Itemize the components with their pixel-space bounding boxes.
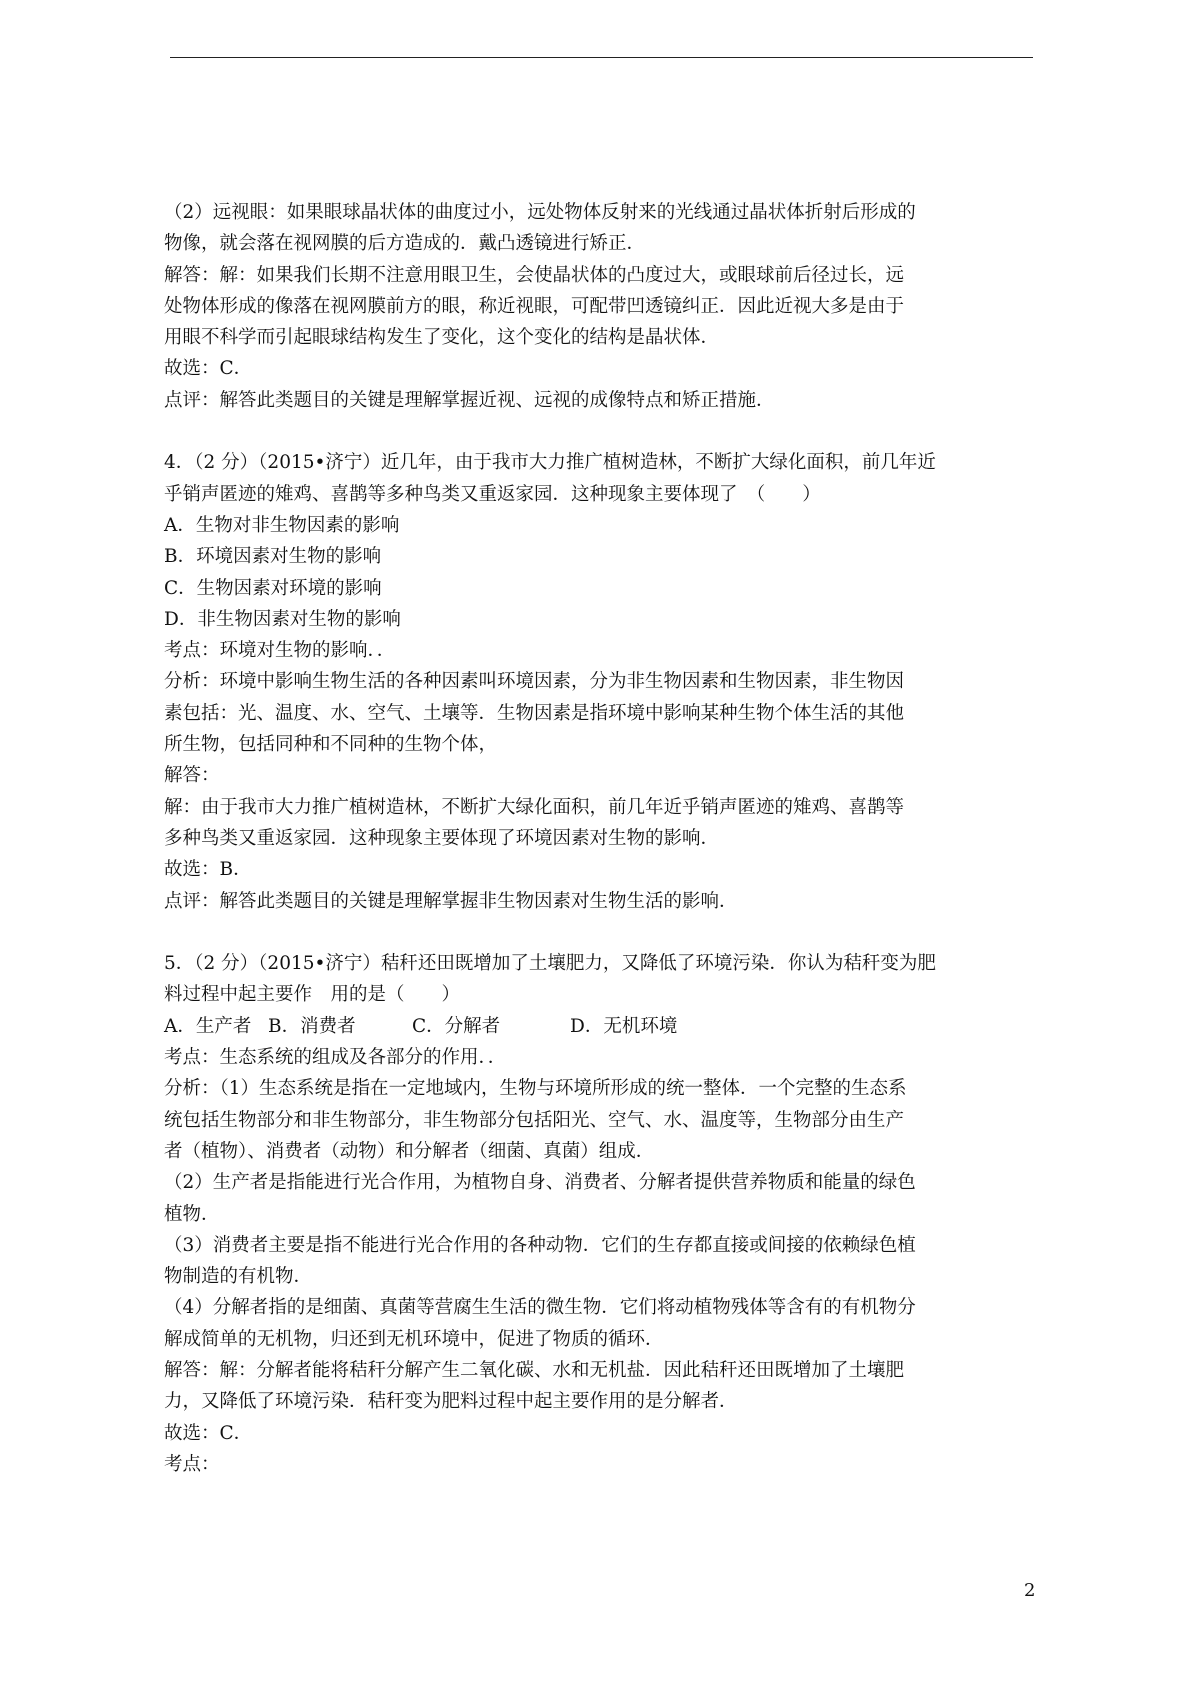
text-line: 点评：解答此类题目的关键是理解掌握非生物因素对生物生活的影响． xyxy=(164,890,738,912)
text-line: 分析：环境中影响生物生活的各种因素叫环境因素，分为非生物因素和生物因素，非生物因 xyxy=(164,671,905,693)
text-line: （2）远视眼：如果眼球晶状体的曲度过小，远处物体反射来的光线通过晶状体折射后形成的 xyxy=(164,202,916,223)
text-line: 解答：解：分解者能将秸秆分解产生二氧化碳、水和无机盐．因此秸秆还田既增加了土壤肥 xyxy=(164,1359,905,1381)
option-b: B．环境因素对生物的影响 xyxy=(164,546,382,568)
question-stem-line: 乎销声匿迹的雉鸡、喜鹊等多种鸟类又重返家园．这种现象主要体现了 （ ） xyxy=(164,483,821,505)
text-line: （4）分解者指的是细菌、真菌等营腐生生活的微生物．它们将动植物残体等含有的有机物分 xyxy=(164,1297,916,1319)
option-a: A．生产者 xyxy=(164,1015,252,1037)
text-line: 考点：生态系统的组成及各部分的作用．． xyxy=(164,1047,507,1069)
option-d: D．非生物因素对生物的影响 xyxy=(164,608,401,630)
text-line: 故选：C． xyxy=(164,358,253,380)
section-spacer xyxy=(164,917,1044,948)
text-line: 素包括：光、温度、水、空气、土壤等．生物因素是指环境中影响某种生物个体生活的其他 xyxy=(164,702,905,724)
text-line: 点评：解答此类题目的关键是理解掌握近视、远视的成像特点和矫正措施． xyxy=(164,389,775,411)
text-line: 处物体形成的像落在视网膜前方的眼，称近视眼，可配带凹透镜纠正．因此近视大多是由于 xyxy=(164,295,905,317)
options-row xyxy=(164,1011,1044,1042)
section-q3-continuation xyxy=(164,197,1044,416)
text-line: 力，又降低了环境污染．秸秆变为肥料过程中起主要作用的是分解者． xyxy=(164,1391,738,1413)
text-line: （3）消费者主要是指不能进行光合作用的各种动物．它们的生存都直接或间接的依赖绿色植 xyxy=(164,1234,916,1256)
text-line: 植物． xyxy=(164,1203,220,1225)
text-line: 考点： xyxy=(164,1453,220,1475)
section-question-5 xyxy=(164,948,1044,1480)
option-b: B．消费者 xyxy=(268,1015,356,1037)
text-line: 物像，就会落在视网膜的后方造成的．戴凸透镜进行矫正． xyxy=(164,233,646,255)
text-line: 考点：环境对生物的影响．． xyxy=(164,640,396,662)
text-line: 者（植物）、消费者（动物）和分解者（细菌、真菌）组成． xyxy=(164,1140,655,1162)
text-line: 解：由于我市大力推广植树造林，不断扩大绿化面积，前几年近乎销声匿迹的雉鸡、喜鹊等 xyxy=(164,796,905,818)
text-line: 解答：解：如果我们长期不注意用眼卫生，会使晶状体的凸度过大，或眼球前后径过长，远 xyxy=(164,264,905,286)
text-line: 故选：C． xyxy=(164,1422,253,1444)
page-number: 2 xyxy=(1024,1580,1036,1601)
text-line: 故选：B． xyxy=(164,859,252,881)
text-line: 解答： xyxy=(164,765,220,787)
text-line: 多种鸟类又重返家园．这种现象主要体现了环境因素对生物的影响． xyxy=(164,827,720,849)
option-a: A．生物对非生物因素的影响 xyxy=(164,514,400,536)
text-line: 所生物，包括同种和不同种的生物个体， xyxy=(164,734,498,756)
option-d: D．无机环境 xyxy=(570,1015,678,1037)
section-spacer xyxy=(164,416,1044,447)
section-question-4 xyxy=(164,447,1044,916)
text-line: 物制造的有机物． xyxy=(164,1266,313,1288)
text-line: 解成简单的无机物，归还到无机环境中，促进了物质的循环． xyxy=(164,1328,664,1350)
option-c: C．生物因素对环境的影响 xyxy=(164,577,382,599)
text-line: 统包括生物部分和非生物部分，非生物部分包括阳光、空气、水、温度等，生物部分由生产 xyxy=(164,1109,905,1131)
question-stem-line: 5．（2 分）（2015•济宁）秸秆还田既增加了土壤肥力，又降低了环境污染．你认为秸秆变为肥 xyxy=(164,953,936,975)
text-line: （2）生产者是指能进行光合作用，为植物自身、消费者、分解者提供营养物质和能量的绿色 xyxy=(164,1172,916,1194)
text-line: 分析：（1）生态系统是指在一定地域内，生物与环境所形成的统一整体．一个完整的生态系 xyxy=(164,1078,907,1100)
text-line: 用眼不科学而引起眼球结构发生了变化，这个变化的结构是晶状体． xyxy=(164,327,720,349)
question-stem-line: 4．（2 分）（2015•济宁）近几年，由于我市大力推广植树造林，不断扩大绿化面积，前几年近 xyxy=(164,452,936,474)
header-rule xyxy=(170,57,1033,58)
document-body xyxy=(164,197,1044,1480)
question-stem-line: 料过程中起主要作 用的是（ ） xyxy=(164,984,461,1006)
option-c: C．分解者 xyxy=(412,1015,501,1037)
